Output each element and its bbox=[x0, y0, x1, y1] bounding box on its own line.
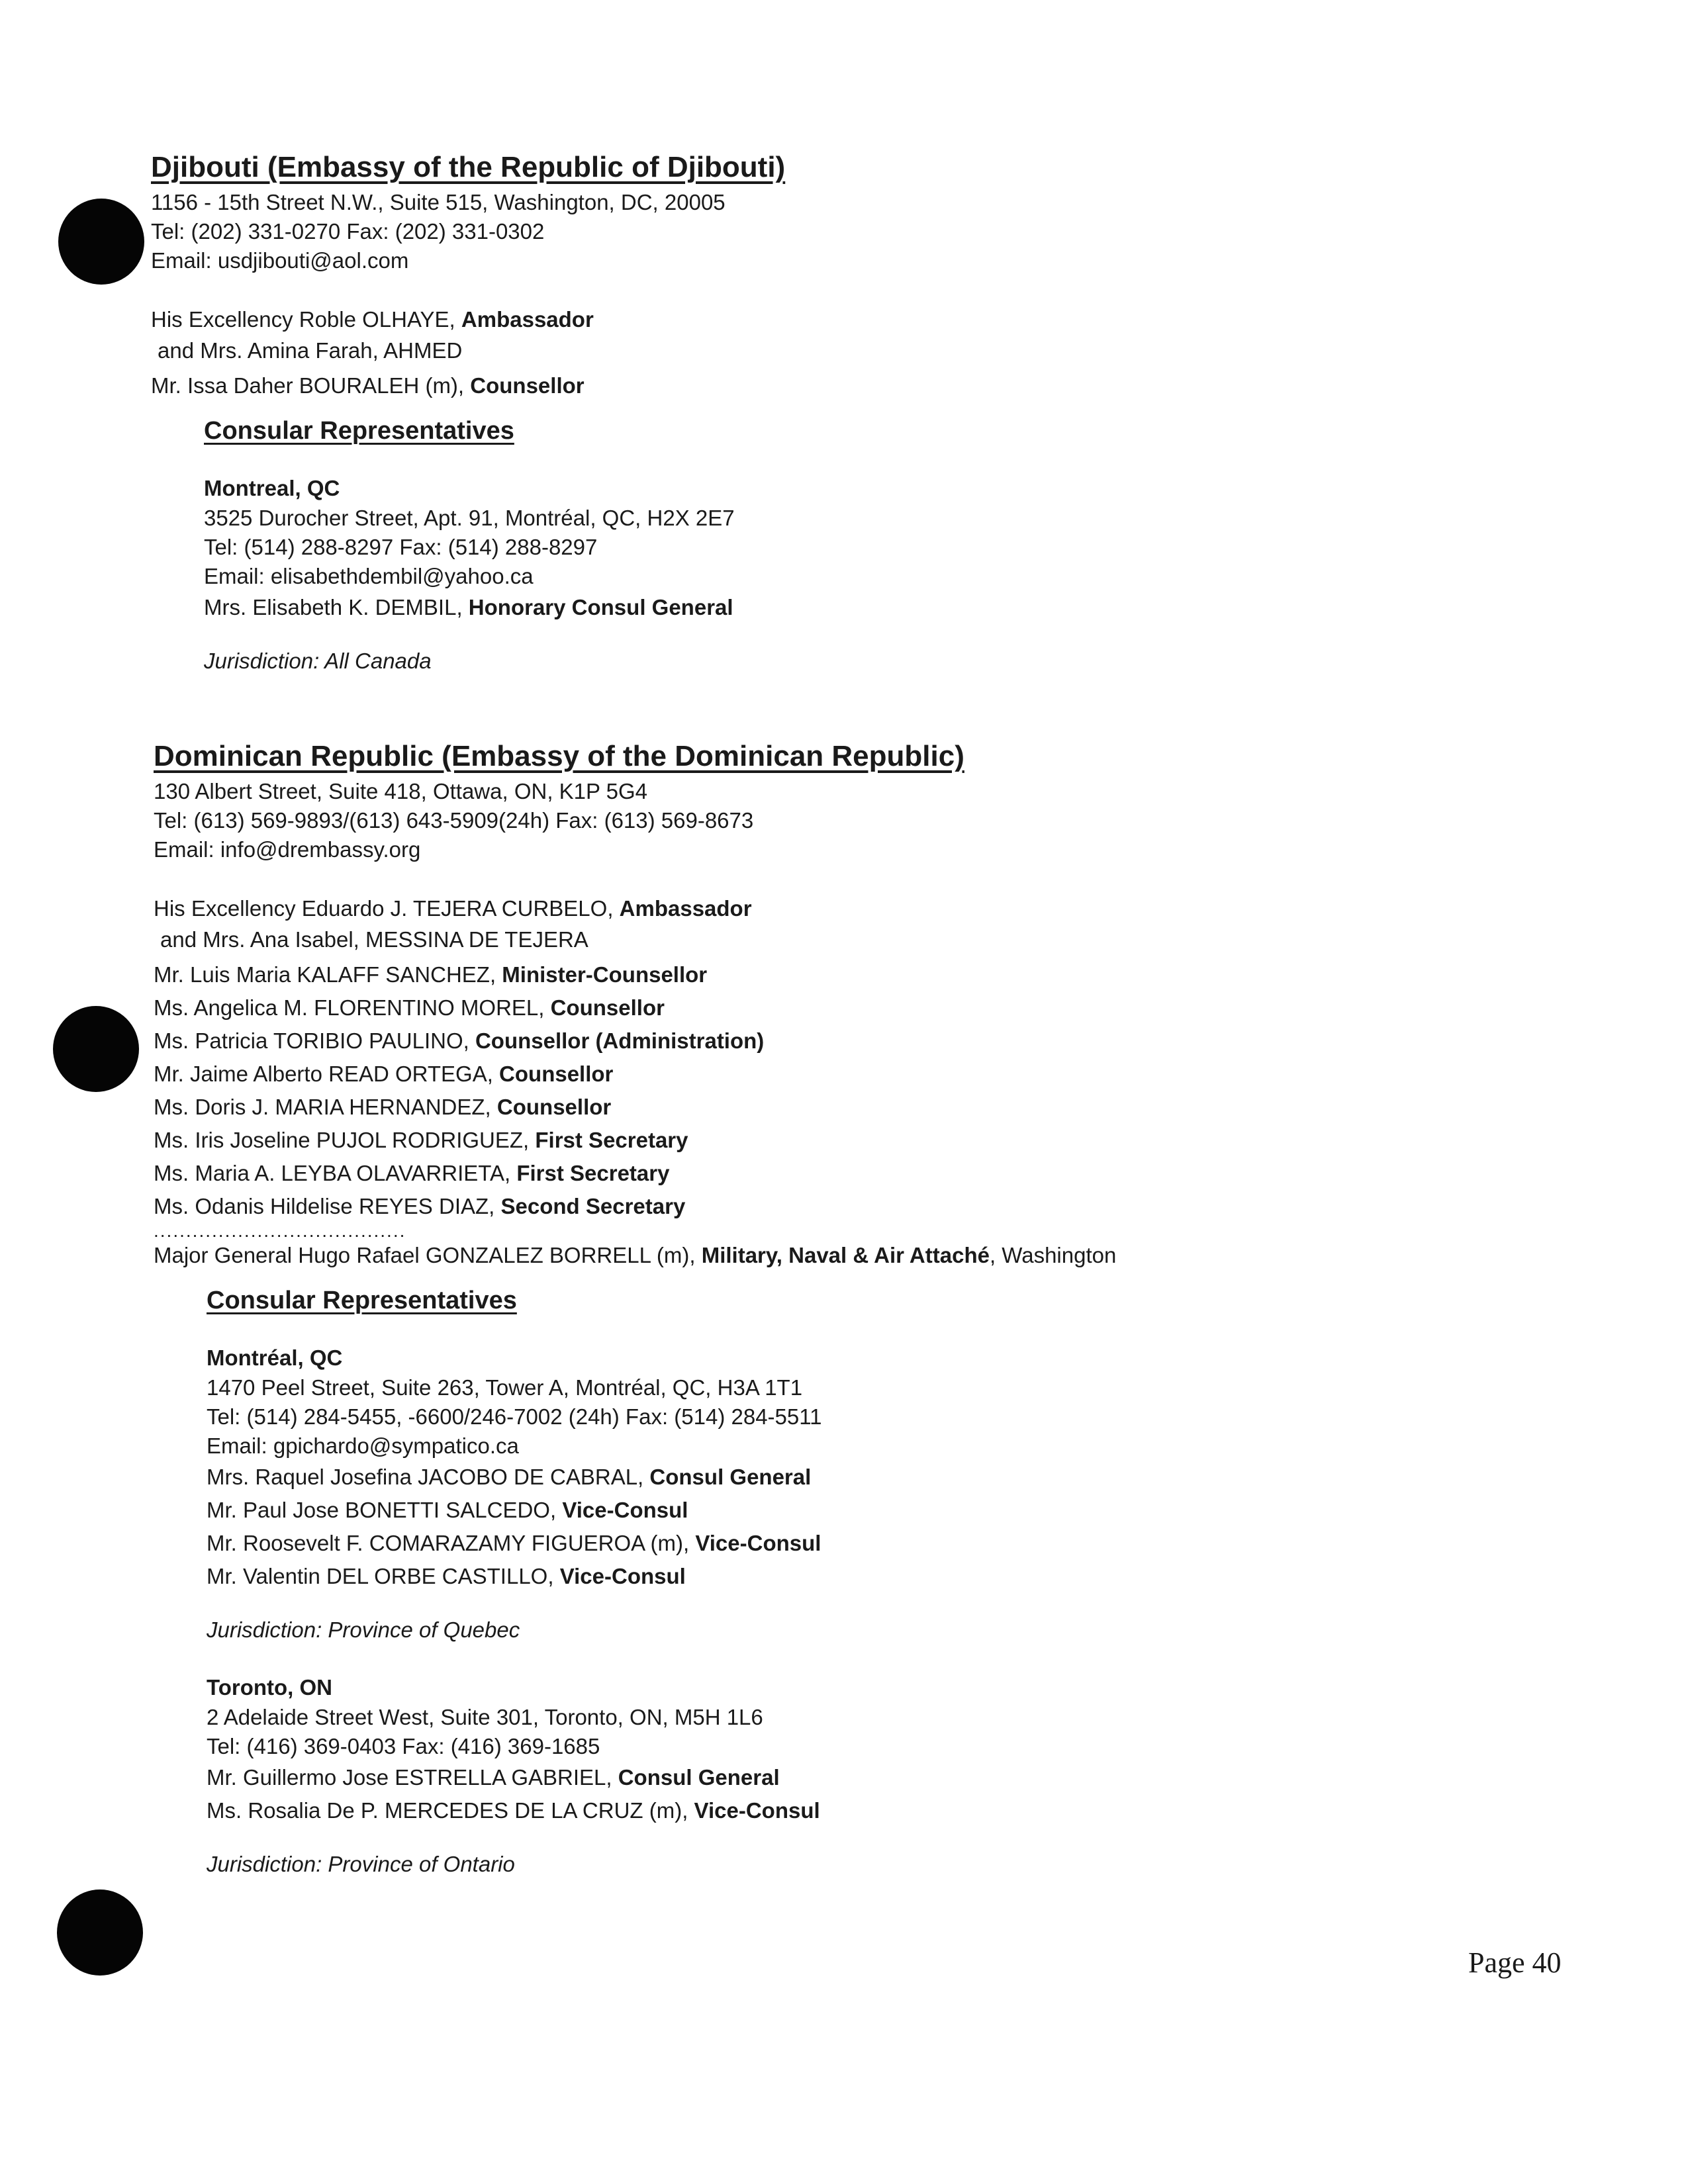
office-city: Montréal, QC bbox=[207, 1345, 343, 1370]
phone-line: Tel: (613) 569-9893/(613) 643-5909(24h) Fax: (613) 569-8673 bbox=[154, 808, 754, 833]
consular-heading: Consular Representatives bbox=[204, 417, 514, 445]
jurisdiction-line: Jurisdiction: All Canada bbox=[204, 649, 432, 673]
office-phone: Tel: (514) 284-5455, -6600/246-7002 (24h) Fax: (514) 284-5511 bbox=[207, 1404, 822, 1429]
consul-line: Mrs. Raquel Josefina JACOBO DE CABRAL, Consul General bbox=[207, 1465, 812, 1489]
section-dominican-republic bbox=[154, 740, 1116, 1879]
staff-line: Mr. Issa Daher BOURALEH (m), Counsellor bbox=[151, 373, 585, 398]
office-city: Montreal, QC bbox=[204, 476, 340, 500]
consul-line: Mr. Roosevelt F. COMARAZAMY FIGUEROA (m), Vice-Consul bbox=[207, 1531, 821, 1555]
staff-line: Ms. Iris Joseline PUJOL RODRIGUEZ, First Secretary bbox=[154, 1128, 688, 1152]
office-email: Email: gpichardo@sympatico.ca bbox=[207, 1433, 519, 1458]
punch-hole-top bbox=[58, 199, 144, 285]
staff-line: Mr. Jaime Alberto READ ORTEGA, Counsellor bbox=[154, 1062, 614, 1086]
email-line: Email: usdjibouti@aol.com bbox=[151, 248, 409, 273]
punch-hole-middle bbox=[53, 1006, 139, 1092]
ambassador-line: His Excellency Eduardo J. TEJERA CURBELO, Ambassador bbox=[154, 896, 752, 921]
office-city: Toronto, ON bbox=[207, 1675, 333, 1700]
phone-line: Tel: (202) 331-0270 Fax: (202) 331-0302 bbox=[151, 219, 545, 244]
section-title: Dominican Republic (Embassy of the Dominican Republic) bbox=[154, 740, 964, 772]
attache-line: Major General Hugo Rafael GONZALEZ BORRELL (m), Military, Naval & Air Attaché, Washington bbox=[154, 1243, 1117, 1267]
staff-line: Ms. Odanis Hildelise REYES DIAZ, Second Secretary bbox=[154, 1194, 686, 1218]
jurisdiction-line: Jurisdiction: Province of Ontario bbox=[207, 1852, 515, 1876]
consul-line: Ms. Rosalia De P. MERCEDES DE LA CRUZ (m), Vice-Consul bbox=[207, 1798, 820, 1823]
page-number: Page 40 bbox=[1468, 1946, 1562, 1979]
separator-dots: ....................................... bbox=[154, 1220, 406, 1241]
office-address: 2 Adelaide Street West, Suite 301, Toronto, ON, M5H 1L6 bbox=[207, 1705, 763, 1729]
consular-block bbox=[204, 417, 785, 676]
office-phone: Tel: (416) 369-0403 Fax: (416) 369-1685 bbox=[207, 1734, 600, 1758]
address-line: 1156 - 15th Street N.W., Suite 515, Washington, DC, 20005 bbox=[151, 190, 726, 214]
punch-hole-bottom bbox=[57, 1889, 143, 1976]
staff-line: Ms. Maria A. LEYBA OLAVARRIETA, First Secretary bbox=[154, 1161, 670, 1185]
consul-line: Mrs. Elisabeth K. DEMBIL, Honorary Consul General bbox=[204, 595, 733, 619]
jurisdiction-line: Jurisdiction: Province of Quebec bbox=[207, 1617, 520, 1642]
consular-heading: Consular Representatives bbox=[207, 1287, 517, 1314]
ambassador-line: His Excellency Roble OLHAYE, Ambassador bbox=[151, 307, 594, 332]
consul-line: Mr. Guillermo Jose ESTRELLA GABRIEL, Consul General bbox=[207, 1765, 780, 1790]
staff-line: Ms. Angelica M. FLORENTINO MOREL, Counsellor bbox=[154, 995, 665, 1020]
office-address: 1470 Peel Street, Suite 263, Tower A, Montréal, QC, H3A 1T1 bbox=[207, 1375, 803, 1400]
spouse-line: and Mrs. Amina Farah, AHMED bbox=[158, 338, 463, 363]
staff-line: Mr. Luis Maria KALAFF SANCHEZ, Minister-Counsellor bbox=[154, 962, 708, 987]
consular-block bbox=[207, 1287, 1116, 1879]
spouse-line: and Mrs. Ana Isabel, MESSINA DE TEJERA bbox=[160, 927, 588, 952]
section-djibouti bbox=[151, 151, 785, 676]
staff-line: Ms. Doris J. MARIA HERNANDEZ, Counsellor bbox=[154, 1095, 612, 1119]
address-line: 130 Albert Street, Suite 418, Ottawa, ON, K1P 5G4 bbox=[154, 779, 647, 803]
office-address: 3525 Durocher Street, Apt. 91, Montréal, QC, H2X 2E7 bbox=[204, 506, 735, 530]
section-title: Djibouti (Embassy of the Republic of Djibouti) bbox=[151, 151, 786, 183]
office-email: Email: elisabethdembil@yahoo.ca bbox=[204, 564, 534, 588]
consul-line: Mr. Valentin DEL ORBE CASTILLO, Vice-Consul bbox=[207, 1564, 686, 1588]
consul-line: Mr. Paul Jose BONETTI SALCEDO, Vice-Consul bbox=[207, 1498, 688, 1522]
office-phone: Tel: (514) 288-8297 Fax: (514) 288-8297 bbox=[204, 535, 598, 559]
email-line: Email: info@drembassy.org bbox=[154, 837, 421, 862]
staff-line: Ms. Patricia TORIBIO PAULINO, Counsellor (Administration) bbox=[154, 1028, 765, 1053]
